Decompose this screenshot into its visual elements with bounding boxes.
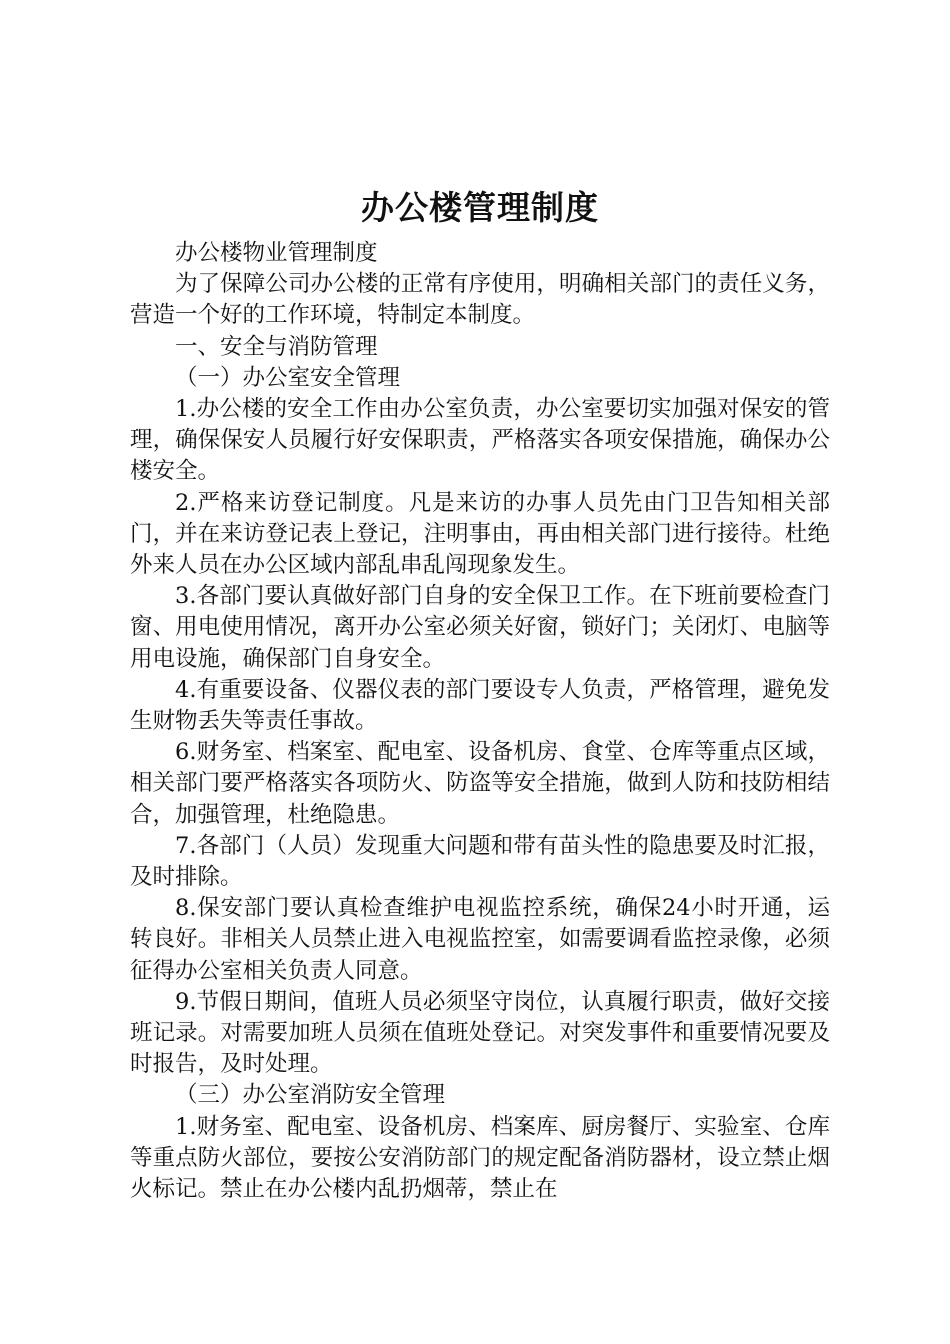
paragraph-purpose: 为了保障公司办公楼的正常有序使用，明确相关部门的责任义务，营造一个好的工作环境，特制定本制度。 <box>130 271 830 329</box>
paragraph-property-heading: 办公楼物业管理制度 <box>175 240 378 266</box>
paragraph-item-2: 2.严格来访登记制度。凡是来访的办事人员先由门卫告知相关部门，并在来访登记表上登记，注明事由，再由相关部门进行接待。杜绝外来人员在办公区域内部乱串乱闯现象发生。 <box>130 489 830 579</box>
subsection-heading-office-safety: （一）办公室安全管理 <box>175 364 401 391</box>
subsection-heading-fire-safety: （三）办公室消防安全管理 <box>175 1082 446 1109</box>
paragraph-item-9: 9.节假日期间，值班人员必须坚守岗位，认真履行职责，做好交接班记录。对需要加班人员须在值班处登记。对突发事件和重要情况要及时报告，及时处理。 <box>130 988 830 1078</box>
paragraph-item-4: 4.有重要设备、仪器仪表的部门要设专人负责，严格管理，避免发生财物丢失等责任事故。 <box>130 676 830 735</box>
paragraph-item-8: 8.保安部门要认真检查维护电视监控系统，确保24小时开通，运转良好。非相关人员禁止进入电视监控室，如需要调看监控录像，必须征得办公室相关负责人同意。 <box>130 895 830 984</box>
document-page <box>130 186 830 1205</box>
paragraph-item-1: 1.办公楼的安全工作由办公室负责，办公室要切实加强对保安的管理，确保保安人员履行好安保职责，严格落实各项安保措施，确保办公楼安全。 <box>130 396 830 485</box>
paragraph-item-3: 3.各部门要认真做好部门自身的安全保卫工作。在下班前要检查门窗、用电使用情况，离开办公室必须关好窗，锁好门；关闭灯、电脑等用电设施，确保部门自身安全。 <box>130 583 830 672</box>
section-heading-safety-fire: 一、安全与消防管理 <box>175 333 378 360</box>
paragraph-fire-item-1: 1.财务室、配电室、设备机房、档案库、厨房餐厅、实验室、仓库等重点防火部位，要按公安消防部门的规定配备消防器材，设立禁止烟火标记。禁止在办公楼内乱扔烟蒂，禁止在 <box>130 1113 830 1203</box>
paragraph-item-6: 6.财务室、档案室、配电室、设备机房、食堂、仓库等重点区域，相关部门要严格落实各项防火、防盗等安全措施，做到人防和技防相结合，加强管理，杜绝隐患。 <box>130 739 830 828</box>
document-title: 办公楼管理制度 <box>361 188 599 227</box>
paragraph-item-7: 7.各部门（人员）发现重大问题和带有苗头性的隐患要及时汇报，及时排除。 <box>130 832 830 891</box>
